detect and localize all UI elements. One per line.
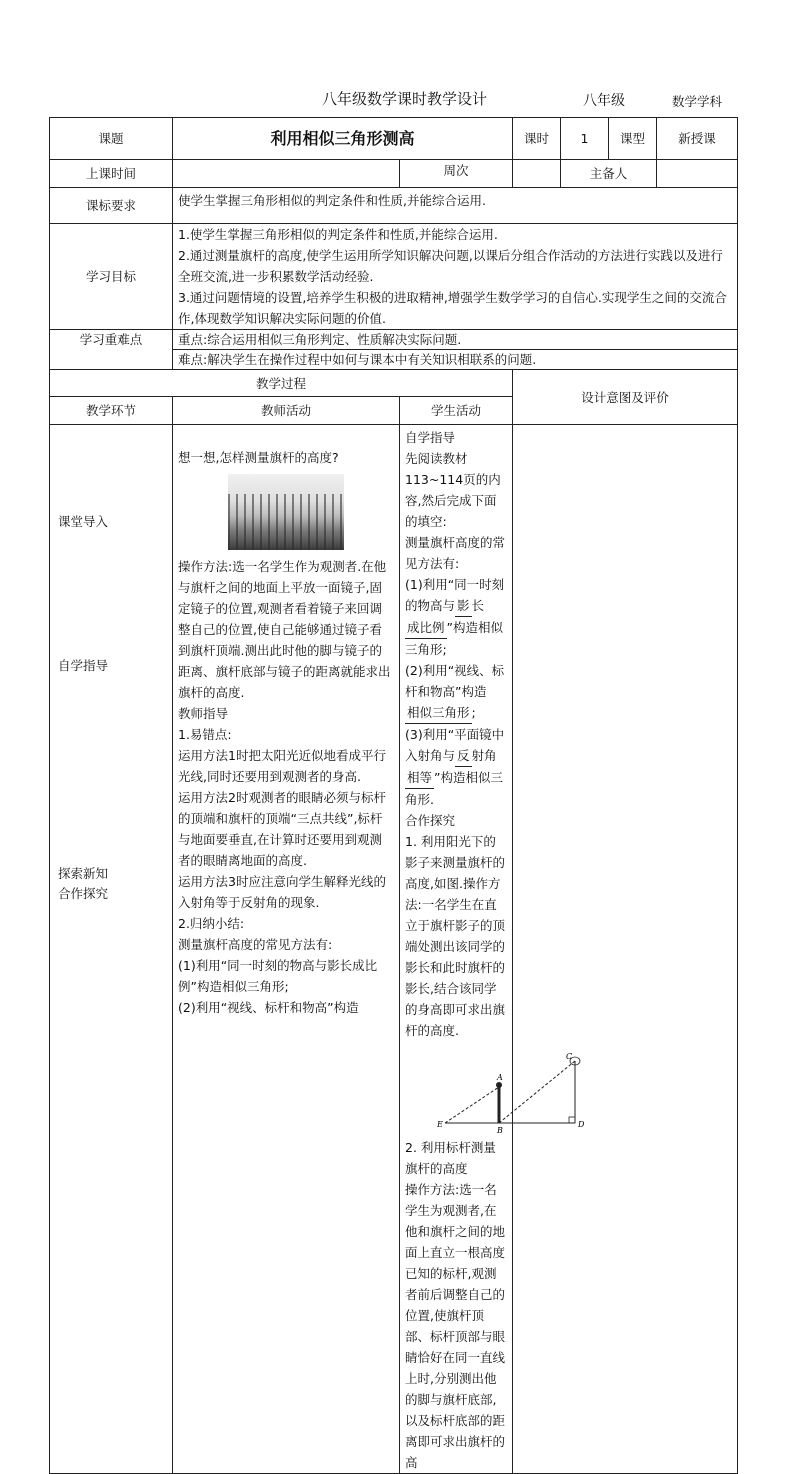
student-coop-2: 2. 利用标杆测量旗杆的高度: [405, 1140, 496, 1176]
lesson-plan-table: [49, 117, 738, 1474]
col-teacher: 教师活动: [173, 397, 400, 425]
student-coop-heading: 合作探究: [405, 813, 456, 828]
student-method-1: [405, 574, 507, 660]
student-activities: [400, 425, 585, 1474]
teacher-summary-2: (2)利用“视线、标杆和物高”构造: [178, 1000, 359, 1015]
fill-blank: 相似三角形: [405, 702, 472, 724]
topic-label: 课题: [50, 118, 173, 160]
teacher-error-1: 运用方法1时把太阳光近似地看成平行光线,同时还要用到观测者的身高.: [178, 748, 386, 784]
time-label: 上课时间: [50, 160, 173, 188]
objective-item: 2.通过测量旗杆的高度,使学生运用所学知识解决问题,以课后分组合作活动的方法进行实践以及进行全班交流,进一步积累数学活动经验.: [178, 248, 723, 284]
week-value: [513, 160, 561, 188]
student-method-3: [405, 724, 507, 810]
topic-title: 利用相似三角形测高: [173, 118, 513, 160]
fill-blank: 相等: [405, 767, 434, 789]
stage-cell: [50, 425, 173, 1474]
method-text: (3)利用“平面镜中入射角与: [405, 727, 505, 763]
student-heading: 自学指导: [405, 430, 456, 445]
method-text: (1)利用“同一时刻的物高与: [405, 577, 505, 613]
student-coop-3: 操作方法:选一名学生为观测者,在他和旗杆之间的地面上直立一根高度已知的标杆,观测者前后调整自己的位置,使旗杆顶部、标杆顶部与眼睛恰好在同一直线上时,分别测出他的脚与旗杆底部,以及标杆底部的距离即可求出旗杆的高: [405, 1182, 506, 1470]
fill-blank: 影: [455, 595, 472, 617]
teacher-summary-1: (1)利用“同一时刻的物高与影长成比例”构造相似三角形;: [178, 958, 378, 994]
hours-value: 1: [561, 118, 609, 160]
method-text: 造: [473, 684, 487, 699]
objectives-list: [173, 224, 738, 330]
process-title: 教学过程: [50, 370, 513, 397]
sun-ray-1: [445, 1087, 499, 1123]
objective-item: 1.使学生掌握三角形相似的判定条件和性质,并能综合运用.: [178, 227, 498, 242]
method-text: 长: [471, 598, 485, 613]
student-methods-intro: 测量旗杆高度的常见方法有:: [405, 535, 506, 571]
subject-label: 数学学科: [672, 94, 723, 109]
point-d: D: [578, 1120, 585, 1129]
grade-label: 八年级: [583, 93, 625, 109]
objective-item: 3.通过问题情境的设置,培养学生积极的进取精神,增强学生数学学习的自信心.实现学生之间的交流合作,体现数学知识解决实际问题的价值.: [178, 290, 727, 326]
student-coop-1: 1. 利用阳光下的影子来测量旗杆的高度,如图.操作方法:一名学生在直立于旗杆影子的顶端处测出该同学的影长和此时旗杆的影长,结合该同学的身高即可求出旗杆的高度.: [405, 834, 506, 1038]
standard-text: 使学生掌握三角形相似的判定条件和性质,并能综合运用.: [173, 188, 738, 224]
type-label: 课型: [609, 118, 657, 160]
teacher-summary-0: 测量旗杆高度的常见方法有:: [178, 937, 333, 952]
standard-label: 课标要求: [50, 188, 173, 224]
point-b: B: [497, 1126, 503, 1135]
design-cell: [513, 425, 738, 1474]
student-reading: 先阅读教材 113~114页的内容,然后完成下面的填空:: [405, 451, 501, 529]
col-stage: 教学环节: [50, 397, 173, 425]
fill-blank: 反: [455, 745, 472, 767]
method-text: 射角: [471, 748, 497, 763]
preparer-value: [657, 160, 738, 188]
teacher-errors-heading: 1.易错点:: [178, 727, 232, 742]
method-text: ”构造相似三角形;: [405, 620, 503, 657]
flagpole-photo: [228, 474, 344, 550]
keypoints-label: 学习重难点: [50, 330, 173, 370]
teacher-error-2: 运用方法2时观测者的眼睛必须与标杆的顶端和旗杆的顶端“三点共线”,标杆与地面要垂直,在计算时还要用到观测者的眼睛离地面的高度.: [178, 790, 386, 868]
type-value: 新授课: [657, 118, 738, 160]
stage-self: 自学指导: [58, 658, 109, 673]
method-text: ;: [471, 705, 476, 720]
page-title: 八年级数学课时教学设计: [322, 90, 488, 108]
stage-coop: 合作探究: [58, 886, 109, 901]
preparer-label: 主备人: [561, 160, 657, 188]
method-text: ”构造相似三角形.: [405, 770, 503, 807]
teacher-question: 想一想,怎样测量旗杆的高度?: [178, 450, 339, 465]
col-student: 学生活动: [400, 397, 513, 425]
person-head: [496, 1082, 502, 1088]
time-value: [173, 160, 400, 188]
fill-blank: 成比例: [405, 617, 447, 639]
week-label: 周次: [400, 160, 513, 188]
stage-explore: 探索新知: [58, 866, 109, 881]
teacher-method: 操作方法:选一名学生作为观测者.在他与旗杆之间的地面上平放一面镜子,固定镜子的位置,观测者看着镜子来回调整自己的位置,使自己能够通过镜子看到旗杆顶端.测出此时他的脚与镜子的距离、旗杆底部与镜子的距离就能求出旗杆的高度.: [178, 559, 391, 700]
point-e: E: [437, 1120, 443, 1129]
point-c: C: [566, 1052, 573, 1061]
teacher-activities: [173, 425, 400, 1474]
keypoints-key: 重点:综合运用相似三角形判定、性质解决实际问题.: [173, 330, 738, 350]
hours-label: 课时: [513, 118, 561, 160]
student-method-2: [405, 660, 507, 724]
teacher-summary-heading: 2.归纳小结:: [178, 916, 245, 931]
teacher-guide-heading: 教师指导: [178, 706, 229, 721]
method-text: (2)利用“视线、标杆和物高”构: [405, 663, 505, 699]
keypoints-difficulty: 难点:解决学生在操作过程中如何与课本中有关知识相联系的问题.: [173, 350, 738, 370]
teacher-error-3: 运用方法3时应注意向学生解释光线的入射角等于反射角的现象.: [178, 874, 386, 910]
stage-intro: 课堂导入: [58, 514, 109, 529]
point-a: A: [497, 1073, 503, 1082]
objectives-label: 学习目标: [50, 224, 173, 330]
design-label: 设计意图及评价: [513, 370, 738, 425]
